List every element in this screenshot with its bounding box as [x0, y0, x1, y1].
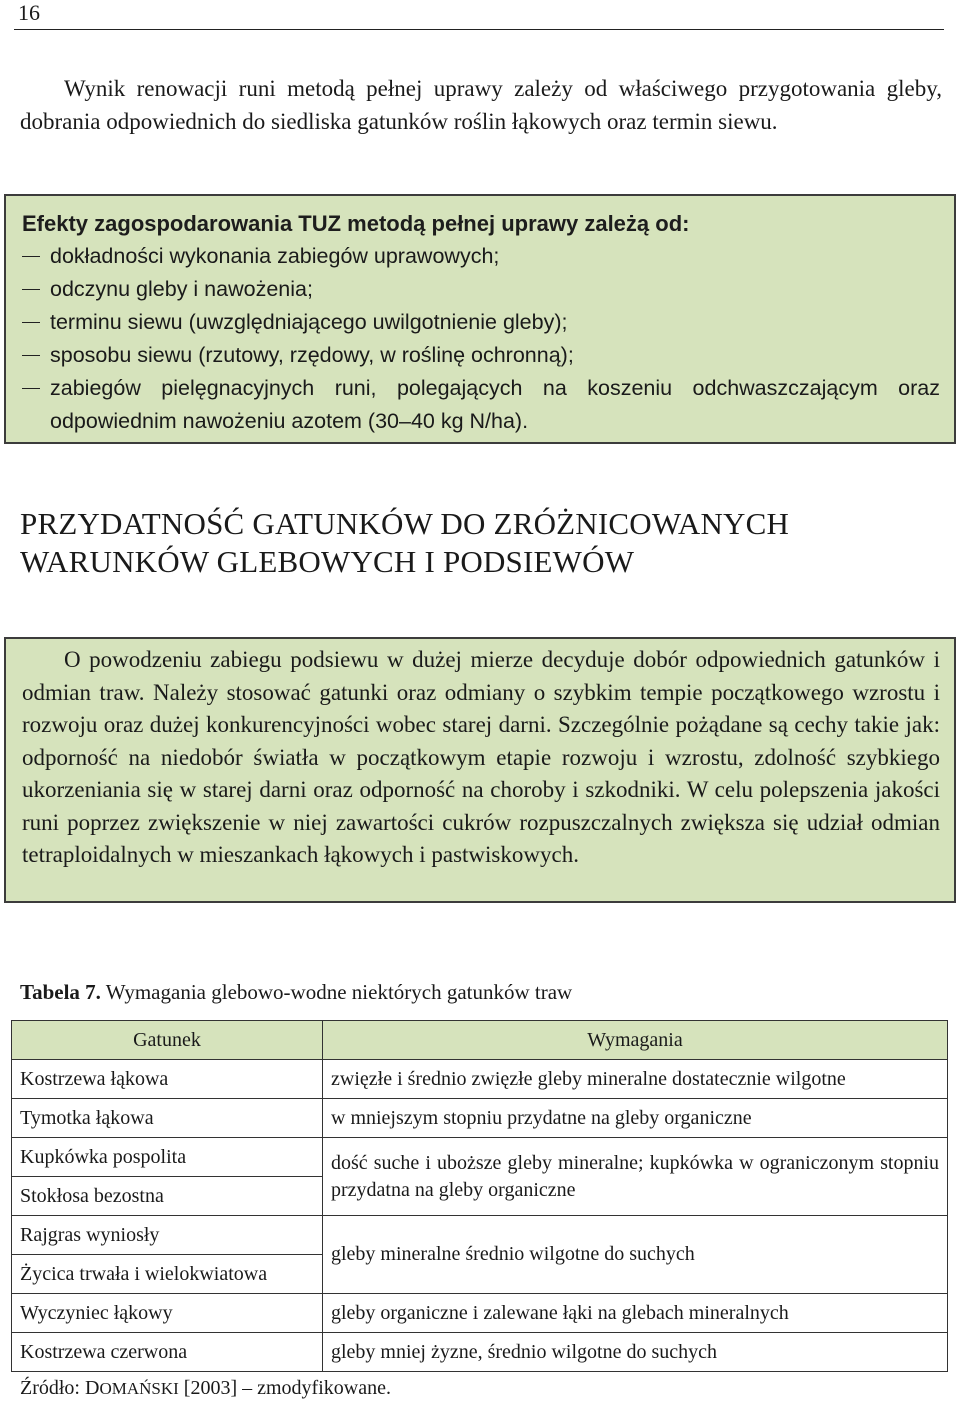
header-species: Gatunek — [12, 1021, 323, 1060]
source-author-rest: OMAŃSKI — [99, 1379, 179, 1398]
table-caption-label: Tabela 7. — [20, 980, 101, 1004]
species-cell: Życica trwała i wielokwiatowa — [12, 1255, 323, 1294]
section-heading — [20, 505, 940, 581]
requirement-cell: dość suche i uboższe gleby mineralne; kupkówka w ograniczonym stopniu przydatna na gleby organiczne — [323, 1138, 948, 1216]
source-author — [85, 1377, 179, 1399]
intro-paragraph: Wynik renowacji runi metodą pełnej uprawy zależy od właściwego przygotowania gleby, dobrania odpowiednich do siedliska gatunków roślin łąkowych oraz termin siewu. — [20, 76, 942, 134]
table-header-row — [12, 1021, 948, 1060]
species-cell: Kostrzewa łąkowa — [12, 1060, 323, 1099]
table-row — [12, 1333, 948, 1372]
table-row — [12, 1060, 948, 1099]
table-row — [12, 1138, 948, 1177]
effects-box-title: Efekty zagospodarowania TUZ metodą pełnej uprawy zależą od: — [22, 211, 690, 236]
list-item: terminu siewu (uwzględniającego uwilgotnienie gleby); — [22, 306, 940, 339]
list-item: odczynu gleby i nawożenia; — [22, 273, 940, 306]
source-label: Źródło: — [20, 1377, 80, 1399]
header-requirements: Wymagania — [323, 1021, 948, 1060]
species-cell: Rajgras wyniosły — [12, 1216, 323, 1255]
page-number: 16 — [18, 0, 40, 25]
requirement-cell: gleby mniej żyzne, średnio wilgotne do suchych — [323, 1333, 948, 1372]
effects-box — [4, 194, 956, 444]
requirement-cell: gleby organiczne i zalewane łąki na glebach mineralnych — [323, 1294, 948, 1333]
species-cell: Tymotka łąkowa — [12, 1099, 323, 1138]
requirement-cell: w mniejszym stopniu przydatne na gleby organiczne — [323, 1099, 948, 1138]
species-cell: Stokłosa bezostna — [12, 1177, 323, 1216]
species-cell: Wyczyniec łąkowy — [12, 1294, 323, 1333]
list-item: sposobu siewu (rzutowy, rzędowy, w roślinę ochronną); — [22, 339, 940, 372]
table-row — [12, 1099, 948, 1138]
table-row — [12, 1216, 948, 1255]
grass-requirements-table — [11, 1020, 948, 1372]
section-heading-line-2: WARUNKÓW GLEBOWYCH I PODSIEWÓW — [20, 544, 635, 579]
table-caption — [20, 980, 572, 1005]
table-row — [12, 1294, 948, 1333]
source-rest: [2003] – zmodyfikowane. — [178, 1377, 391, 1399]
section-heading-line-1: PRZYDATNOŚĆ GATUNKÓW DO ZRÓŻNICOWANYCH — [20, 506, 790, 541]
requirement-cell: gleby mineralne średnio wilgotne do suchych — [323, 1216, 948, 1294]
header-rule — [14, 29, 944, 30]
species-cell: Kupkówka pospolita — [12, 1138, 323, 1177]
source-note — [20, 1377, 391, 1400]
overseeding-paragraph: O powodzeniu zabiegu podsiewu w dużej mierze decyduje dobór odpowiednich gatunków i odmian traw. Należy stosować gatunki oraz odmiany o szybkim tempie początkowego wzrostu i rozwoju oraz dużej konkurencyjności wobec starej darni. Szczególnie pożądane są cechy takie jak: odporność na niedobór światła w początkowym etapie rozwoju i wzrostu, zdolność szybkiego ukorzeniania się w starej darni oraz odporność na choroby i szkodniki. W celu polepszenia jakości runi poprzez zwiększenie w niej zawartości cukrów rozpuszczalnych zwiększa się udział odmian tetraploidalnych w mieszankach łąkowych i pastwiskowych. — [22, 647, 940, 867]
table-caption-text: Wymagania glebowo-wodne niektórych gatunków traw — [100, 980, 573, 1004]
species-cell: Kostrzewa czerwona — [12, 1333, 323, 1372]
source-author-initial: D — [85, 1377, 100, 1399]
list-item: dokładności wykonania zabiegów uprawowych; — [22, 240, 940, 273]
list-item: zabiegów pielęgnacyjnych runi, polegających na koszeniu odchwaszczającym oraz odpowiednim nawożeniu azotem (30–40 kg N/ha). — [22, 372, 940, 438]
requirement-cell: zwięzłe i średnio zwięzłe gleby mineralne dostatecznie wilgotne — [323, 1060, 948, 1099]
overseeding-box — [4, 637, 956, 903]
effects-list — [22, 240, 940, 438]
